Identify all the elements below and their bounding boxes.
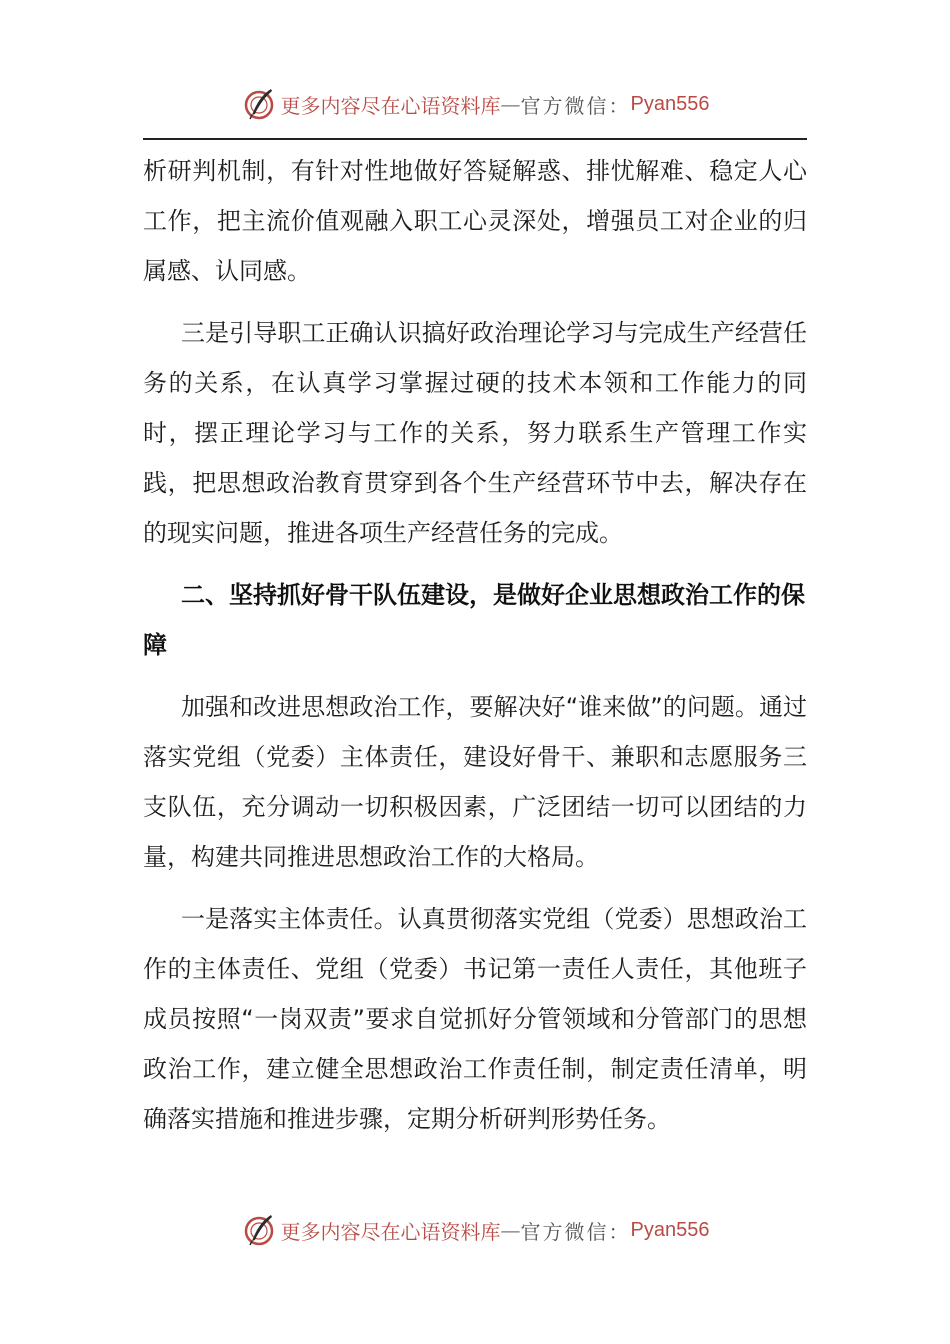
document-body	[143, 146, 807, 1156]
paragraph-continuation: 析研判机制，有针对性地做好答疑解惑、排忧解难、稳定人心工作，把主流价值观融入职工心灵深处，增强员工对企业的归属感、认同感。	[143, 157, 807, 285]
footer-separator: —	[500, 1218, 521, 1242]
footer-banner	[0, 1210, 950, 1250]
quill-pen-logo-icon	[241, 1212, 277, 1248]
paragraph-section-intro: 加强和改进思想政治工作，要解决好“谁来做”的问题。通过落实党组（党委）主体责任，建设好骨干、兼职和志愿服务三支队伍，充分调动一切积极因素，广泛团结一切可以团结的力量，构建共同推进思想政治工作的大格局。	[143, 693, 807, 871]
header-wechat-id: Pyan556	[630, 92, 710, 115]
header-divider	[143, 138, 807, 140]
header-wechat-label: 官方微信：	[520, 93, 631, 118]
header-site-text: 更多内容尽在心语资料库	[280, 93, 501, 118]
section-heading-two: 二、坚持抓好骨干队伍建设，是做好企业思想政治工作的保障	[143, 581, 805, 659]
header-separator: —	[500, 92, 521, 116]
footer-wechat-id: Pyan556	[630, 1218, 710, 1241]
header-banner	[0, 84, 950, 124]
paragraph-point-three: 三是引导职工正确认识搞好政治理论学习与完成生产经营任务的关系，在认真学习掌握过硬的技术本领和工作能力的同时，摆正理论学习与工作的关系，努力联系生产管理工作实践，把思想政治教育贯穿到各个生产经营环节中去，解决存在的现实问题，推进各项生产经营任务的完成。	[143, 319, 807, 547]
footer-wechat-label: 官方微信：	[520, 1219, 631, 1244]
quill-pen-logo-icon	[241, 86, 277, 122]
footer-site-text: 更多内容尽在心语资料库	[280, 1219, 501, 1244]
paragraph-point-one: 一是落实主体责任。认真贯彻落实党组（党委）思想政治工作的主体责任、党组（党委）书记第一责任人责任，其他班子成员按照“一岗双责”要求自觉抓好分管领域和分管部门的思想政治工作，建立健全思想政治工作责任制，制定责任清单，明确落实措施和推进步骤，定期分析研判形势任务。	[143, 905, 807, 1133]
